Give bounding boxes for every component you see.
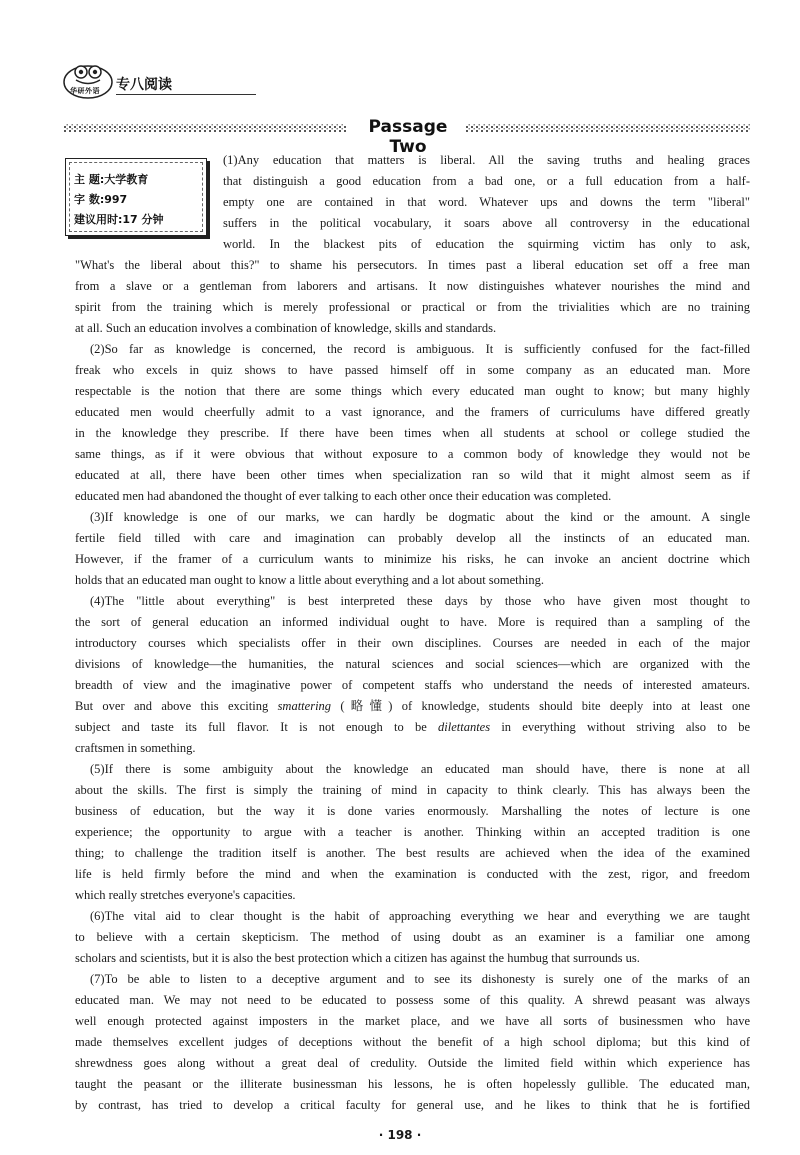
text-line: in the knowledge they prescribe. If there have been times when all students at school or college studied the xyxy=(75,426,750,440)
text-line: business of education, but the way it is done varies enormously. Marshalling the notes of lecture is one xyxy=(75,804,750,818)
text-line: introductory courses which specialists offer in their own disciplines. Courses are needed in each of the major xyxy=(75,636,750,650)
text-segment: But over and above this exciting xyxy=(75,699,278,713)
text-line: taught the peasant or the illiterate businessman his lessons, he is often hopelessly gullible. The educated man, xyxy=(75,1077,750,1091)
text-line: that distinguish a good education from a bad one, or a full education from a half- xyxy=(223,174,750,188)
text-line: educated men would cheerfully admit to a vast ignorance, and the framers of curriculums have differed greatly xyxy=(75,405,750,419)
logo-text: 华研外语 xyxy=(70,87,100,95)
text-line: thing; to challenge the tradition itself is another. The best results are achieved when the idea of the examined xyxy=(75,846,750,860)
text-line: divisions of knowledge—the humanities, the natural sciences and social sciences—which are organized with the xyxy=(75,657,750,671)
text-line: the sort of general education an informed individual ought to have. More is required than a sampling of the xyxy=(75,615,750,629)
text-line: respectable is the notion that there are some things which every educated man ought to know; but many highly xyxy=(75,384,750,398)
text-segment: (略懂) of knowledge, students should bite deeply into at least one xyxy=(331,699,750,713)
text-line-smattering xyxy=(75,698,750,714)
topic-value: 大学教育 xyxy=(104,173,149,186)
text-line: (5)If there is some ambiguity about the knowledge an educated man should have, there is none at all xyxy=(90,762,750,776)
text-line: educated at all, there have been other times when specialization ran so wild that it might almost seem as if xyxy=(75,468,750,482)
text-line: craftsmen in something. xyxy=(75,741,196,755)
text-line: scholars and scientists, but it is also the best protection which a citizen has against the humbug that surrounds us. xyxy=(75,951,640,965)
info-box xyxy=(65,158,207,236)
title-band-left xyxy=(64,122,346,134)
text-line-dilettantes xyxy=(75,719,750,735)
info-time: 建议用时:17 分钟 xyxy=(74,213,164,226)
info-topic: 主 题:大学教育 xyxy=(74,173,149,186)
text-line: (4)The "little about everything" is best interpreted these days by those who have given most thought to xyxy=(90,594,750,608)
text-line: (7)To be able to listen to a deceptive argument and to see its dishonesty is surely one of the marks of an xyxy=(90,972,750,986)
text-line: (6)The vital aid to clear thought is the habit of approaching everything we hear and everything we are taught xyxy=(90,909,750,923)
text-line: which really stretches everyone's capacities. xyxy=(75,888,296,902)
header-brand xyxy=(62,60,202,100)
info-words: 字 数:997 xyxy=(74,193,128,206)
text-line: educated man. We may not need to be educated to possess some of this quality. A shrewd peasant was always xyxy=(75,993,750,1007)
text-line: life is held firmly before the mind and when the examination is conducted with the zest, rigor, and freedom xyxy=(75,867,750,881)
text-segment: subject and taste its full flavor. It is not enough to be xyxy=(75,720,438,734)
text-line: same things, as if it were obvious that without exposure to a common body of knowledge they would not be xyxy=(75,447,750,461)
time-label: 建议用时 xyxy=(74,213,118,226)
text-line: fertile field tilled with care and imagination can probably develop all the instincts of an educated man. xyxy=(75,531,750,545)
text-line: from a slave or a gentleman from laborers and artisans. It now distinguishes whatever nourishes the mind and xyxy=(75,279,750,293)
words-label: 字 数 xyxy=(74,193,100,206)
section-label: 专八阅读 xyxy=(116,77,172,93)
text-line: (1)Any education that matters is liberal. All the saving truths and healing graces xyxy=(223,153,750,167)
text-line: world. In the blackest pits of education the squirming victim has only to ask, xyxy=(223,237,750,251)
text-line: freak who excels in quiz shows to have passed himself off in some company as an educated man. More xyxy=(75,363,750,377)
text-line: However, if the framer of a curriculum wants to minimize his risks, he can invoke an ancient doctrine which xyxy=(75,552,750,566)
text-line: to believe with a certain skepticism. The method of using doubt as an examiner is a familiar one among xyxy=(75,930,750,944)
text-line: empty one are contained in that word. Whatever ups and downs the term "liberal" xyxy=(223,195,750,209)
text-line: breadth of view and the imaginative power of competent staffs who understand the needs of interested amateurs. xyxy=(75,678,750,692)
text-segment: in everything without striving also to be xyxy=(490,720,750,734)
header-rule xyxy=(116,94,256,95)
text-line: educated men had abandoned the thought of ever talking to each other once their education was completed. xyxy=(75,489,612,503)
topic-label: 主 题 xyxy=(74,173,100,186)
text-line: about the skills. The first is simply the training of mind in capacity to think clearly. This has always been the xyxy=(75,783,750,797)
italic-term: smattering xyxy=(277,699,332,713)
text-line: spirit from the training which is merely professional or practical or from the trivialities which are no training xyxy=(75,300,750,314)
text-line: well enough protected against imposters in the market place, and we have all sorts of businessmen who have xyxy=(75,1014,750,1028)
time-value: 17 分钟 xyxy=(122,213,164,226)
page-number: · 198 · xyxy=(378,1128,422,1142)
italic-term: dilettantes xyxy=(438,720,491,734)
title-band-right xyxy=(466,122,750,134)
words-value: 997 xyxy=(104,193,128,206)
text-line: experience; the opportunity to argue with a teacher is another. Thinking within an accepted tradition is one xyxy=(75,825,750,839)
text-line: by contrast, has tried to develop a critical faculty for general use, and he likes to think that he is fortified xyxy=(75,1098,750,1112)
text-line: suffers in the political vocabulary, it soars above all controversy in the educational xyxy=(223,216,750,230)
text-line: holds that an educated man ought to know a little about everything and a lot about something. xyxy=(75,573,544,587)
text-line: "What's the liberal about this?" to shame his persecutors. In times past a liberal education set off a free man xyxy=(75,258,750,272)
text-line: shrewdness goes along without a great deal of credulity. Outside the limited field within which experience has xyxy=(75,1056,750,1070)
text-line: (3)If knowledge is one of our marks, we can hardly be dogmatic about the kind or the amount. A single xyxy=(90,510,750,524)
text-line: at all. Such an education involves a combination of knowledge, skills and standards. xyxy=(75,321,497,335)
passage-title: Passage Two xyxy=(368,117,448,157)
text-line: made themselves excellent judges of deceptions without the benefit of a high school diploma; but this kind of xyxy=(75,1035,750,1049)
text-line: (2)So far as knowledge is concerned, the record is ambiguous. It is sufficiently confused for the fact-filled xyxy=(90,342,750,356)
